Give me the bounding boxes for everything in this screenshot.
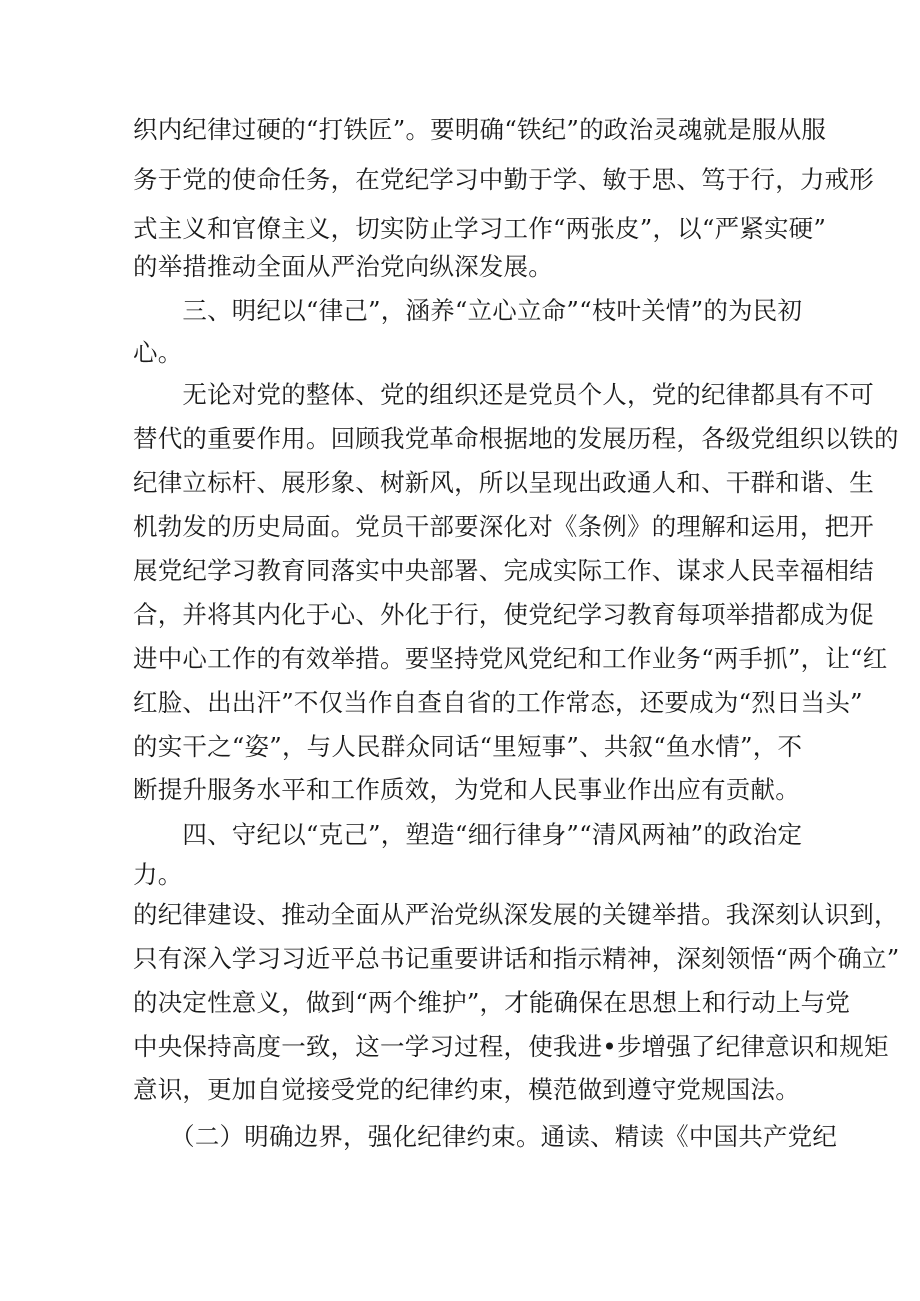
text-line: 合，并将其内化于心、外化于行，使党纪学习教育每项举措都成为促 — [133, 600, 874, 629]
text-line: 中央保持高度一致，这一学习过程，使我进•步增强了纪律意识和规矩 — [133, 1032, 889, 1061]
text-line: 的实干之“姿”，与人民群众同话“里短事”、共叙“鱼水情”，不 — [133, 732, 803, 761]
text-line: 只有深入学习习近平总书记重要讲话和指示精神，深刻领悟“两个确立” — [133, 944, 900, 973]
section-heading: 三、明纪以“律己”，涵养“立心立命”“枝叶关情”的为民初 — [133, 296, 803, 325]
text-line: 的决定性意义，做到“两个维护”，才能确保在思想上和行动上与党 — [133, 988, 851, 1017]
text-line: 红脸、出出汗”不仅当作自查自省的工作常态，还要成为“烈日当头” — [133, 688, 863, 717]
section-heading: （二）明确边界，强化纪律约束。通读、精读《中国共产党纪 — [133, 1122, 838, 1151]
text-line: 展党纪学习教育同落实中央部署、完成实际工作、谋求人民幸福相结 — [133, 556, 874, 585]
section-heading: 心。 — [133, 338, 183, 367]
text-line: 无论对党的整体、党的组织还是党员个人，党的纪律都具有不可 — [133, 380, 874, 409]
text-line: 务于党的使命任务，在党纪学习中勤于学、敏于思、笃于行，力戒形 — [133, 165, 874, 194]
text-line: 的举措推动全面从严治党向纵深发展。 — [133, 252, 553, 281]
section-heading: 力。 — [133, 860, 183, 889]
text-line: 进中心工作的有效举措。要坚持党风党纪和工作业务“两手抓”，让“红 — [133, 644, 888, 673]
section-heading: 四、守纪以“克己”，塑造“细行律身”“清风两袖”的政治定 — [133, 820, 803, 849]
text-line: 式主义和官僚主义，切实防止学习工作“两张皮”，以“严紧实硬” — [133, 214, 827, 243]
text-line: 的纪律建设、推动全面从严治党纵深发展的关键举措。我深刻认识到， — [133, 900, 899, 929]
text-line: 织内纪律过硬的“打铁匠”。要明确“铁纪”的政治灵魂就是服从服 — [133, 115, 827, 144]
text-line: 断提升服务水平和工作质效，为党和人民事业作出应有贡献。 — [133, 775, 800, 804]
text-line: 机勃发的历史局面。党员干部要深化对《条例》的理解和运用，把开 — [133, 512, 874, 541]
text-line: 意识，更加自觉接受党的纪律约束，模范做到遵守党规国法。 — [133, 1075, 800, 1104]
text-line: 纪律立标杆、展形象、树新风，所以呈现出政通人和、干群和谐、生 — [133, 468, 874, 497]
text-line: 替代的重要作用。回顾我党革命根据地的发展历程，各级党组织以铁的 — [133, 424, 899, 453]
